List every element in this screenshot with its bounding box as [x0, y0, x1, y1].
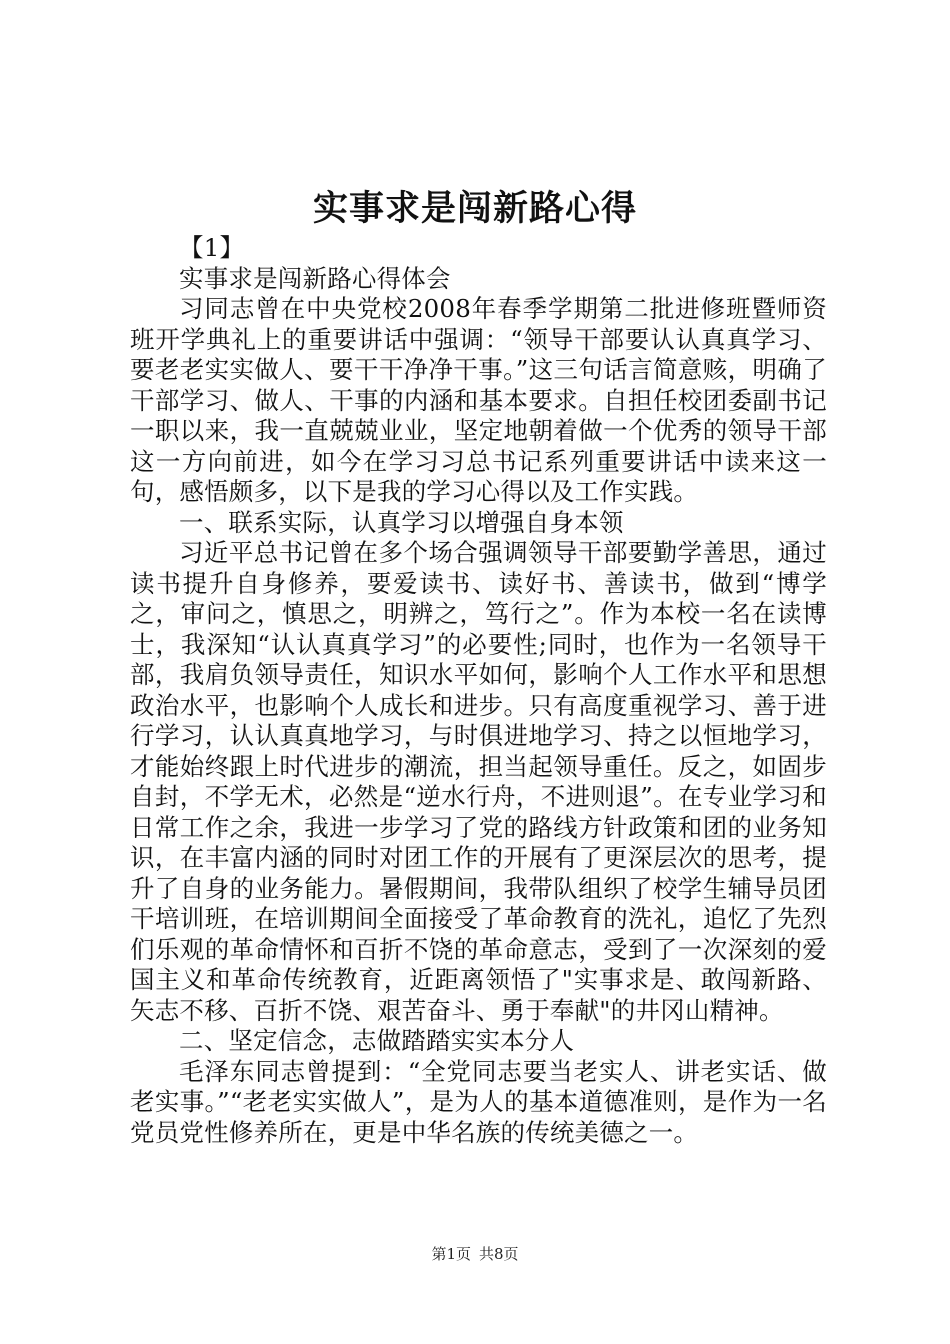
page-footer [0, 1243, 950, 1265]
section-2-paragraph: 毛泽东同志曾提到：“全党同志要当老实人、讲老实话、做老实事。”“老老实实做人”，是为人的基本道德准则，是作为一名党员党性修养所在，更是中华名族的传统美德之一。 [130, 1056, 827, 1147]
section-marker: 【1】 [179, 233, 245, 262]
document-body [130, 233, 827, 1148]
document-title: 实事求是闯新路心得 [312, 188, 637, 229]
intro-paragraph: 习同志曾在中央党校2008年春季学期第二批进修班暨师资班开学典礼上的重要讲话中强调：“领导干部要认认真真学习、要老老实实做人、要干干净净干事。”这三句话言简意赅，明确了干部学习、做人、干事的内涵和基本要求。自担任校团委副书记一职以来，我一直兢兢业业，坚定地朝着做一个优秀的领导干部这一方向前进，如今在学习习总书记系列重要讲话中读来这一句，感悟颇多，以下是我的学习心得以及工作实践。 [130, 294, 827, 506]
section-heading-2: 二、坚定信念，志做踏踏实实本分人 [179, 1026, 575, 1055]
section-heading-1: 一、联系实际，认真学习以增强自身本领 [179, 507, 624, 537]
subtitle-paragraph: 实事求是闯新路心得体会 [179, 263, 451, 293]
page-total: 共8页 [479, 1245, 519, 1263]
page-number: 第1页 [431, 1245, 471, 1263]
section-1-paragraph: 习近平总书记曾在多个场合强调领导干部要勤学善思，通过读书提升自身修养，要爱读书、读好书、善读书，做到“博学之，审问之，慎思之，明辨之，笃行之”。作为本校一名在读博士，我深知“认认真真学习”的必要性;同时，也作为一名领导干部，我肩负领导责任，知识水平如何，影响个人工作水平和思想政治水平，也影响个人成长和进步。只有高度重视学习、善于进行学习，认认真真地学习，与时俱进地学习、持之以恒地学习，才能始终跟上时代进步的潮流，担当起领导重任。反之，如固步自封，不学无术，必然是“逆水行舟，不进则退”。在专业学习和日常工作之余，我进一步学习了党的路线方针政策和团的业务知识，在丰富内涵的同时对团工作的开展有了更深层次的思考，提升了自身的业务能力。暑假期间，我带队组织了校学生辅导员团干培训班，在培训期间全面接受了革命教育的洗礼，追忆了先烈们乐观的革命情怀和百折不饶的革命意志，受到了一次深刻的爱国主义和革命传统教育，近距离领悟了"实事求是、敢闯新路、矢志不移、百折不饶、艰苦奋斗、勇于奉献"的井冈山精神。 [130, 538, 827, 1025]
